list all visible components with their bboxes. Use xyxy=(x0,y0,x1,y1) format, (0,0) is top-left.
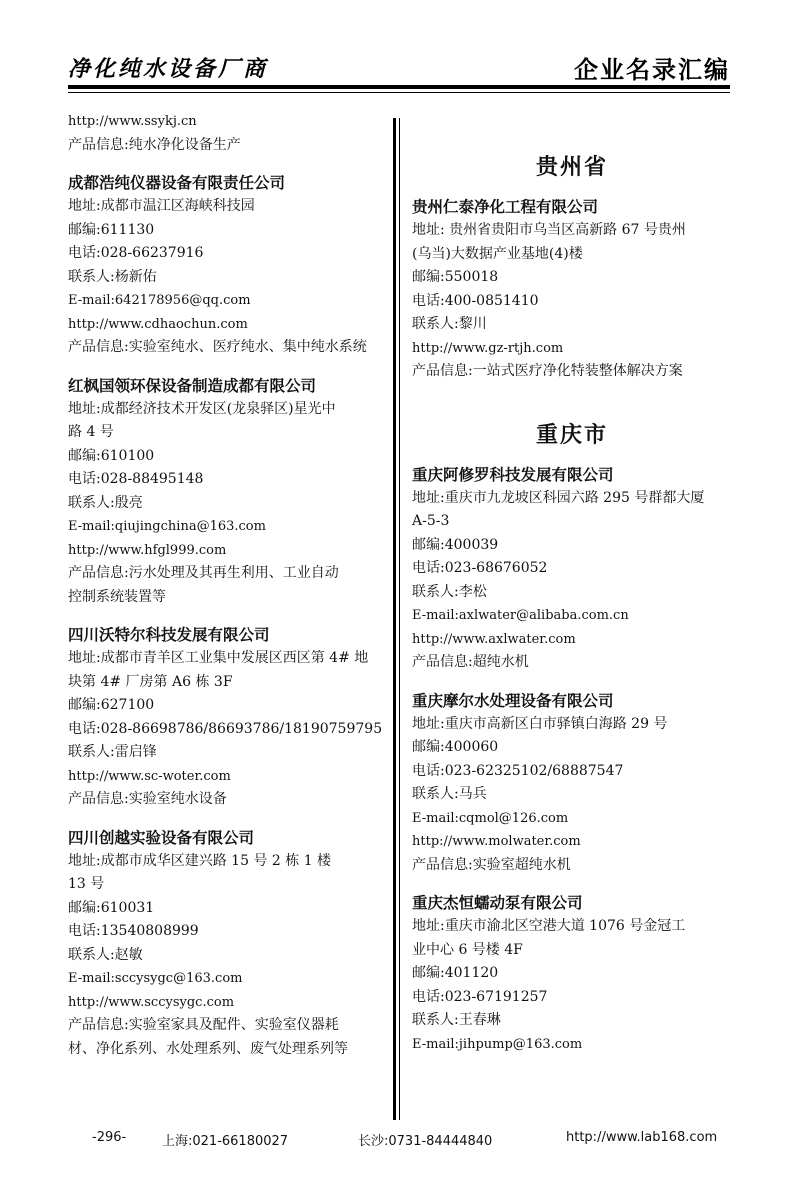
header-rule-thin xyxy=(68,92,730,93)
company-detail: 电话:023-67191257 xyxy=(412,988,548,1005)
company-name: 重庆杰恒蠕动泵有限公司 xyxy=(412,894,583,912)
company-detail: 电话:023-62325102/68887547 xyxy=(412,762,624,779)
page-footer xyxy=(0,1130,800,1160)
contact-link[interactable]: E-mail:cqmol@126.com xyxy=(412,810,569,826)
header-right-title: 企业名录汇编 xyxy=(574,56,730,84)
company-detail: 13 号 xyxy=(68,876,105,892)
company-detail: 邮编:400039 xyxy=(412,536,499,553)
company-detail: 地址:重庆市渝北区空港大道 1076 号金冠工 xyxy=(412,918,686,934)
company-entry xyxy=(412,195,732,384)
contact-link[interactable]: http://www.gz-rtjh.com xyxy=(412,340,564,356)
footer-page-number: -296- xyxy=(92,1130,127,1145)
company-name: 四川沃特尔科技发展有限公司 xyxy=(68,626,270,644)
footer-shanghai-phone: 上海:021-66180027 xyxy=(162,1134,289,1149)
company-name: 四川创越实验设备有限公司 xyxy=(68,828,255,847)
company-entry xyxy=(412,891,732,1056)
company-detail: 地址:成都市青羊区工业集中发展区西区第 4# 地 xyxy=(68,650,369,666)
company-detail: 路 4 号 xyxy=(68,424,114,440)
company-detail: 联系人:赵敏 xyxy=(68,946,143,963)
company-detail: 业中心 6 号楼 4F xyxy=(412,941,523,958)
company-detail: 联系人:李松 xyxy=(412,583,487,600)
company-detail: 地址:成都经济技术开发区(龙泉驿区)星光中 xyxy=(68,400,336,417)
column-divider-thick xyxy=(393,118,396,1120)
company-detail: 产品信息:实验室纯水设备 xyxy=(68,791,227,807)
company-name: 重庆摩尔水处理设备有限公司 xyxy=(412,691,614,710)
company-detail: 电话:028-86698786/86693786/18190759795 xyxy=(68,720,383,737)
contact-link[interactable]: E-mail:642178956@qq.com xyxy=(68,293,251,308)
company-entry xyxy=(68,374,386,610)
company-detail: 邮编:550018 xyxy=(412,269,499,285)
company-detail: 控制系统装置等 xyxy=(68,588,166,605)
company-detail: 地址:成都市成华区建兴路 15 号 2 栋 1 楼 xyxy=(68,852,332,869)
company-detail: 地址:重庆市九龙坡区科园六路 295 号群都大厦 xyxy=(412,489,705,506)
company-detail: 材、净化系列、水处理系列、废气处理系列等 xyxy=(68,1040,348,1057)
company-detail: 联系人:雷启锋 xyxy=(68,744,157,760)
company-detail: 电话:023-68676052 xyxy=(412,560,548,576)
company-detail: 邮编:401120 xyxy=(412,965,499,981)
company-entry xyxy=(68,623,386,812)
company-detail: 联系人:王春琳 xyxy=(412,1012,501,1028)
contact-link[interactable]: http://www.molwater.com xyxy=(412,834,581,849)
contact-link[interactable]: http://www.axlwater.com xyxy=(412,631,576,647)
contact-link[interactable]: E-mail:sccysygc@163.com xyxy=(68,971,243,986)
company-name: 重庆阿修罗科技发展有限公司 xyxy=(412,465,614,484)
company-detail: 产品信息:超纯水机 xyxy=(412,654,529,670)
company-detail: 地址:重庆市高新区白市驿镇白海路 29 号 xyxy=(412,715,668,732)
company-name: 贵州仁泰净化工程有限公司 xyxy=(412,198,599,216)
header-left-title: 净化纯水设备厂商 xyxy=(68,57,269,82)
company-detail: 产品信息:实验室纯水、医疗纯水、集中纯水系统 xyxy=(68,339,367,355)
footer-changsha-phone: 长沙:0731-84444840 xyxy=(358,1134,493,1149)
company-detail: 邮编:610100 xyxy=(68,447,155,464)
company-detail: A-5-3 xyxy=(412,513,450,529)
company-detail: 邮编:611130 xyxy=(68,221,155,238)
company-name: 红枫国领环保设备制造成都有限公司 xyxy=(68,376,317,395)
left-column xyxy=(68,110,386,1061)
company-detail: 电话:028-66237916 xyxy=(68,245,204,261)
contact-link[interactable]: http://www.sc-woter.com xyxy=(68,768,231,784)
company-entry xyxy=(68,171,386,360)
company-detail: 联系人:杨新佑 xyxy=(68,268,157,285)
company-detail: 邮编:610031 xyxy=(68,899,155,916)
column-divider-thin xyxy=(399,118,400,1120)
province-heading: 重庆市 xyxy=(535,422,608,448)
company-detail: 联系人:殷亮 xyxy=(68,494,143,511)
contact-link[interactable]: E-mail:jihpump@163.com xyxy=(412,1036,583,1052)
company-detail: (乌当)大数据产业基地(4)楼 xyxy=(412,245,583,262)
footer-website-link[interactable]: http://www.lab168.com xyxy=(566,1130,718,1145)
company-detail: 块第 4# 厂房第 A6 栋 3F xyxy=(68,673,233,690)
company-detail: 邮编:400060 xyxy=(412,739,499,755)
product-info: 产品信息:纯水净化设备生产 xyxy=(68,136,241,153)
company-detail: 联系人:马兵 xyxy=(412,786,487,802)
company-entry xyxy=(412,689,732,878)
company-detail: 邮编:627100 xyxy=(68,697,155,713)
contact-link[interactable]: http://www.hfgl999.com xyxy=(68,542,227,558)
company-name: 成都浩纯仪器设备有限责任公司 xyxy=(68,174,286,192)
contact-link[interactable]: http://www.cdhaochun.com xyxy=(68,316,248,332)
company-detail: 产品信息:实验室超纯水机 xyxy=(412,856,571,873)
contact-link[interactable]: E-mail:qiujingchina@163.com xyxy=(68,519,266,534)
company-entry xyxy=(412,463,732,675)
company-detail: 产品信息:一站式医疗净化特装整体解决方案 xyxy=(412,363,683,379)
company-entry xyxy=(68,826,386,1062)
contact-link[interactable]: E-mail:axlwater@alibaba.com.cn xyxy=(412,608,629,623)
company-detail: 产品信息:污水处理及其再生利用、工业自动 xyxy=(68,565,339,581)
company-detail: 电话:028-88495148 xyxy=(68,471,204,487)
province-heading: 贵州省 xyxy=(535,155,608,180)
website-link[interactable]: http://www.ssykj.cn xyxy=(68,114,197,129)
company-detail: 电话:400-0851410 xyxy=(412,292,539,309)
header-rule-thick xyxy=(68,85,730,89)
company-detail: 联系人:黎川 xyxy=(412,316,487,332)
page-header xyxy=(0,0,800,100)
company-detail: 产品信息:实验室家具及配件、实验室仪器耗 xyxy=(68,1017,339,1033)
right-column xyxy=(412,110,732,1056)
company-detail: 地址: 贵州省贵阳市乌当区高新路 67 号贵州 xyxy=(412,222,686,238)
company-detail: 电话:13540808999 xyxy=(68,923,199,939)
contact-link[interactable]: http://www.sccysygc.com xyxy=(68,994,235,1010)
company-detail: 地址:成都市温江区海峡科技园 xyxy=(68,198,255,214)
